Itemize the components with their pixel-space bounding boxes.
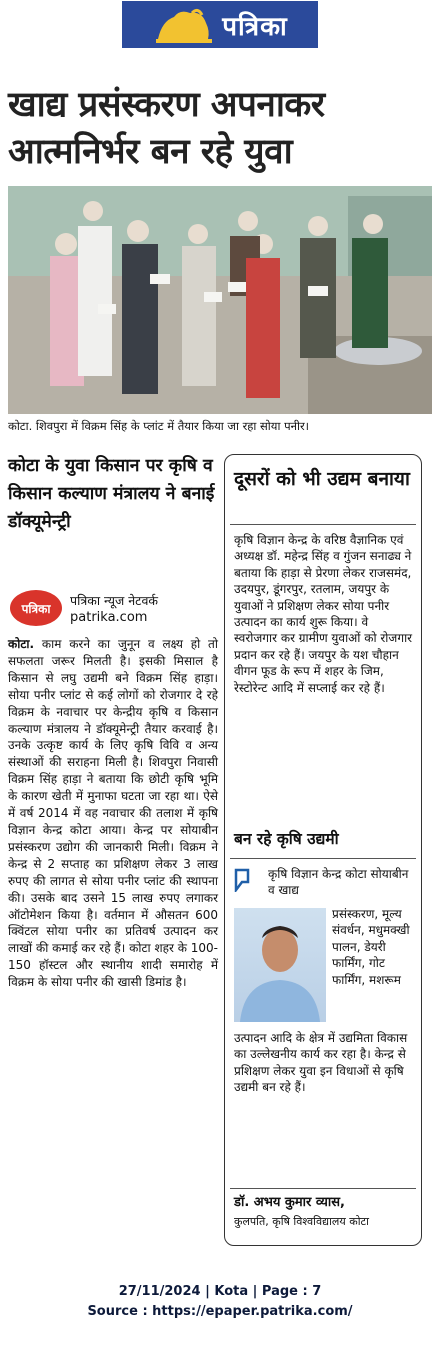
divider <box>230 524 416 525</box>
sidebar-text: कृषि विज्ञान केन्द्र के वरिष्ठ वैज्ञानिक एवं अध्यक्ष डॉ. महेन्द्र सिंह व गुंजन सनाढ्य ने बताया कि हाड़ा से प्रेरणा लेकर राजसमंद, उदयपुर, डूंगरपुर, रतलाम, जयपुर के युवाओं ने प्रशिक्षण लेकर सोया पनीर उत्पादन का कार्य शुरू किया। वे स्वरोजगार कर ग्रामीण युवाओं को रोजगार प्रदान कर रहे हैं। जयपुर के यश चौहान वीगन फूड के रूप में शहर के जिम, रेस्टोरेन्ट आदि में सप्लाई कर रहे हैं। <box>234 533 413 695</box>
divider <box>230 858 416 859</box>
story-body <box>8 636 218 991</box>
signature-title: कुलपति, कृषि विश्वविद्यालय कोटा <box>234 1215 369 1228</box>
byline-site: patrika.com <box>70 610 148 625</box>
lion-emblem-icon <box>152 5 216 45</box>
signature-name: डॉ. अभय कुमार व्यास, <box>234 1195 345 1210</box>
sidebar-subtitle: बन रहे कृषि उद्यमी <box>234 830 339 848</box>
portrait-figure <box>234 908 326 1022</box>
footer-date-page: 27/11/2024 | Kota | Page : 7 <box>118 1284 322 1299</box>
quote-text-intro: कृषि विज्ञान केन्द्र कोटा सोयाबीन व खाद्य <box>268 867 409 898</box>
patrika-logo: पत्रिका <box>10 590 62 626</box>
divider <box>230 1188 416 1189</box>
portrait-photo <box>234 908 326 1022</box>
sidebar-title: दूसरों को भी उद्यम बनाया <box>234 468 410 490</box>
byline-network: पत्रिका न्यूज नेटवर्क <box>70 593 159 608</box>
quote-text-list: प्रसंस्करण, मूल्य संवर्धन, मधुमक्खी पालन, डेयरी फार्मिंग, गोट फार्मिंग, मशरूम <box>332 907 410 987</box>
byline <box>8 584 218 632</box>
masthead-brand: पत्रिका <box>222 11 288 42</box>
news-photo <box>8 186 432 414</box>
photo-scene <box>8 186 432 414</box>
quote-mark-icon <box>234 868 250 892</box>
footer-source: Source : https://epaper.patrika.com/ <box>87 1304 353 1319</box>
story-heading: कोटा के युवा किसान पर कृषि व किसान कल्याण मंत्रालय ने बनाई डॉक्यूमेन्ट्री <box>8 456 215 532</box>
photo-caption: कोटा. शिवपुरा में विक्रम सिंह के प्लांट में तैयार किया जा रहा सोया पनीर। <box>8 419 310 433</box>
quote-text-continued: उत्पादन आदि के क्षेत्र में उद्यमिता विकास का उल्लेखनीय कार्य कर रहा है। केन्द्र से प्रशिक्षण लेकर युवा इन विधाओं से कृषि उद्यमी बन रहे हैं। <box>234 1031 408 1095</box>
masthead <box>122 1 318 48</box>
story-body-text: काम करने का जुनून व लक्ष्य हो तो सफलता जरूर मिलती है। इसकी मिसाल है किसान से लघु उद्यमी बने विक्रम सिंह हाड़ा। सोया पनीर प्लांट से कई लोगों को रोजगार दे रहे विक्रम के नवाचार पर केन्द्रीय कृषि व किसान कल्याण मंत्रालय ने डॉक्यूमेन्ट्री तैयार करवाई है। उनके उत्कृष्ट कार्य के लिए कृषि विवि व अन्य संस्थाओं की सराहना मिली है। शिवपुरा निवासी विक्रम सिंह हाड़ा ने बताया कि छोटी कृषि भूमि के कारण खेती में मुनाफा घटता जा रहा था। ऐसे में वर्ष 2014 में वह नवाचार की तलाश में कृषि विज्ञान केन्द्र कोटा आया। केन्द्र पर सोयाबीन प्रसंस्करण उद्योग की जानकारी मिली। विक्रम ने केन्द्र से 2 सप्ताह का प्रशिक्षण लेकर 3 लाख रुपए की लागत से सोया पनीर प्लांट की स्थापना की। उसके बाद उसने 15 लाख रुपए लगाकर ऑटोमेशन किया है। वर्तमान में औसतन 600 क्विंटल सोया पनीर का प्रतिवर्ष उत्पादन कर लाखों की कमाई कर रहे हैं। कोटा शहर के 100-150 हॉस्टल और स्थानीय शादी समारोह में विक्रम के सोया पनीर की खासी डिमांड है। <box>8 637 218 990</box>
headline: खाद्य प्रसंस्करण अपनाकर आत्मनिर्भर बन रहे युवा <box>8 85 325 172</box>
dateline: कोटा. <box>8 637 35 651</box>
